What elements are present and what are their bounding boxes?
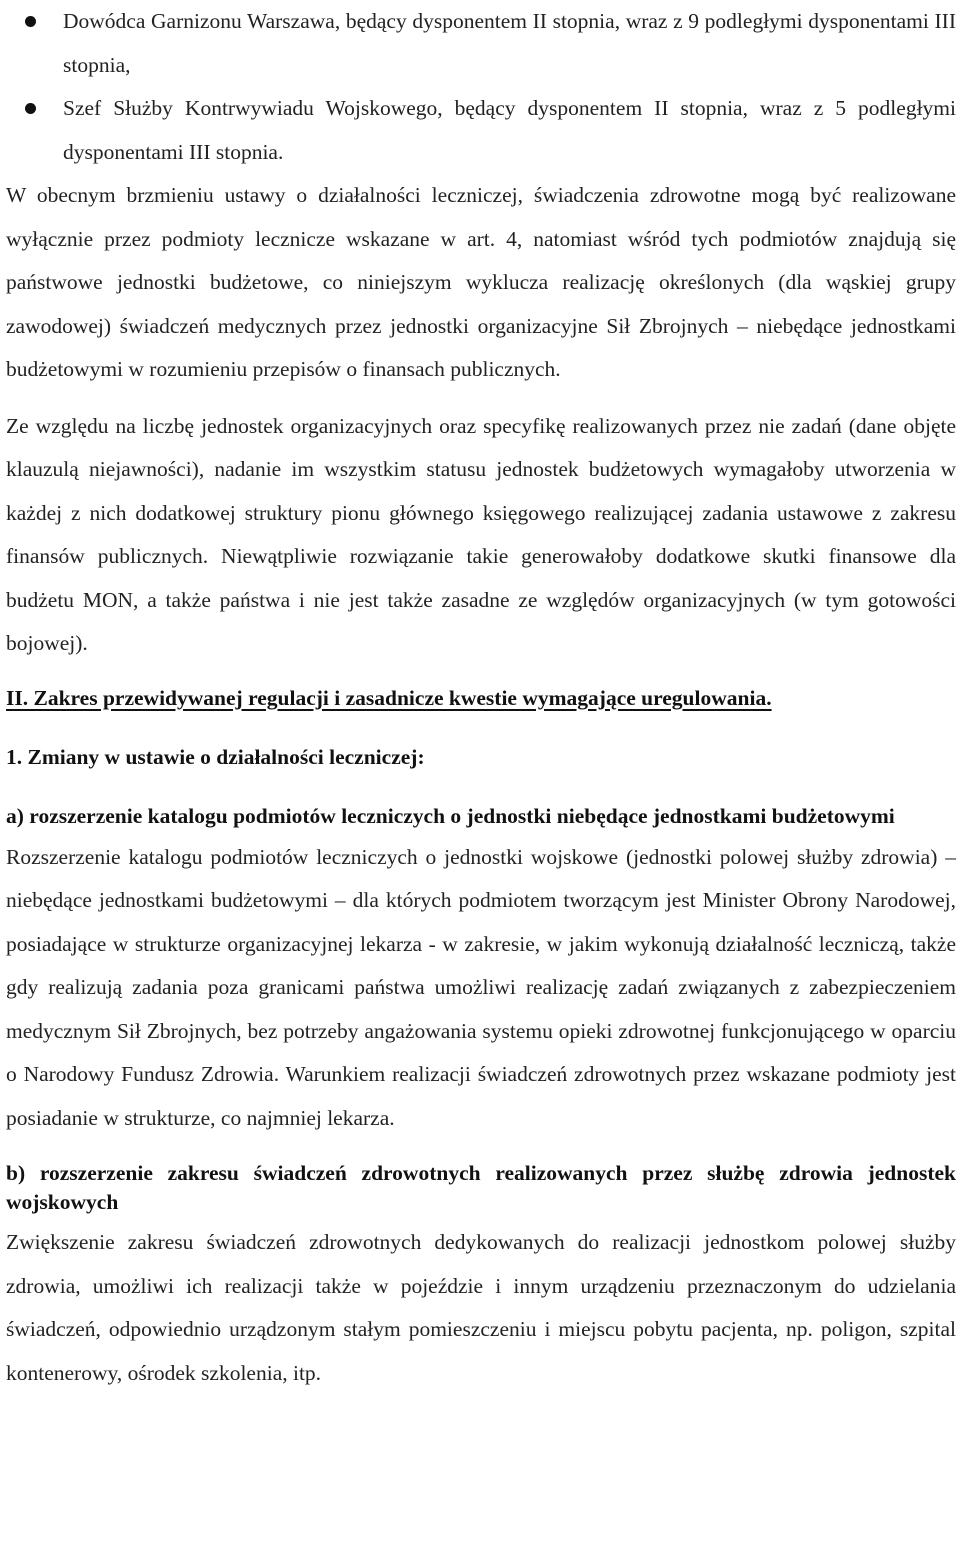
point-b-heading: b) rozszerzenie zakresu świadczeń zdrowotnych realizowanych przez służbę zdrowia jednostek wojskowych <box>6 1161 956 1214</box>
bullet-icon <box>25 103 36 114</box>
paragraph-legal-status: W obecnym brzmieniu ustawy o działalności leczniczej, świadczenia zdrowotne mogą być realizowane wyłącznie przez podmioty lecznicze wskazane w art. 4, natomiast wśród tych podmiotów znajdują się państwowe jednostki budżetowe, co niniejszym wyklucza realizację określonych (dla wąskiej grupy zawodowej) świadczeń medycznych przez jednostki organizacyjne Sił Zbrojnych – niebędące jednostkami budżetowymi w rozumieniu przepisów o finansach publicznych. <box>6 183 956 381</box>
point-a-heading: a) rozszerzenie katalogu podmiotów leczniczych o jednostki niebędące jednostkami budżetowymi <box>6 803 895 828</box>
paragraph-point-a: Rozszerzenie katalogu podmiotów leczniczych o jednostki wojskowe (jednostki polowej służby zdrowia) – niebędące jednostkami budżetowymi – dla których podmiotem tworzącym jest Minister Obrony Narodowej, posiadające w strukturze organizacyjnej lekarza - w zakresie, w jakim wykonują działalność leczniczą, także gdy realizują zadania poza granicami państwa umożliwi realizację zadań związanych z zabezpieczeniem medycznym Sił Zbrojnych, bez potrzeby angażowania systemu opieki zdrowotnej funkcjonującego w oparciu o Narodowy Fundusz Zdrowia. Warunkiem realizacji świadczeń zdrowotnych przez wskazane podmioty jest posiadanie w strukturze, co najmniej lekarza. <box>6 844 956 1130</box>
list-item <box>63 0 956 87</box>
paragraph-organizational-reasons: Ze względu na liczbę jednostek organizacyjnych oraz specyfikę realizowanych przez nie zadań (dane objęte klauzulą niejawności), nadanie im wszystkim statusu jednostek budżetowych wymagałoby utworzenia w każdej z nich dodatkowej struktury pionu głównego księgowego realizującej zadania ustawowe z zakresu finansów publicznych. Niewątpliwie rozwiązanie takie generowałoby dodatkowe skutki finansowe dla budżetu MON, a także państwa i nie jest także zasadne ze względów organizacyjnych (w tym gotowości bojowej). <box>6 413 956 655</box>
document-page <box>6 0 956 1395</box>
list-item-text: Dowódca Garnizonu Warszawa, będący dysponentem II stopnia, wraz z 9 podległymi dysponentami III stopnia, <box>63 9 956 77</box>
list-item-text: Szef Służby Kontrwywiadu Wojskowego, będący dysponentem II stopnia, wraz z 5 podległymi dysponentami III stopnia. <box>63 96 956 164</box>
bullet-icon <box>25 16 36 27</box>
bullet-list <box>6 0 956 174</box>
list-item <box>63 87 956 174</box>
paragraph-point-b: Zwiększenie zakresu świadczeń zdrowotnych dedykowanych do realizacji jednostkom polowej służby zdrowia, umożliwi ich realizacji także w pojeździe i innym urządzeniu przeznaczonym do udzielania świadczeń, odpowiednio urządzonym stałym pomieszczeniu i miejscu pobytu pacjenta, np. poligon, szpital kontenerowy, ośrodek szkolenia, itp. <box>6 1230 956 1385</box>
subsection-heading: 1. Zmiany w ustawie o działalności leczniczej: <box>6 744 425 769</box>
section-heading: II. Zakres przewidywanej regulacji i zasadnicze kwestie wymagające uregulowania. <box>6 685 772 710</box>
